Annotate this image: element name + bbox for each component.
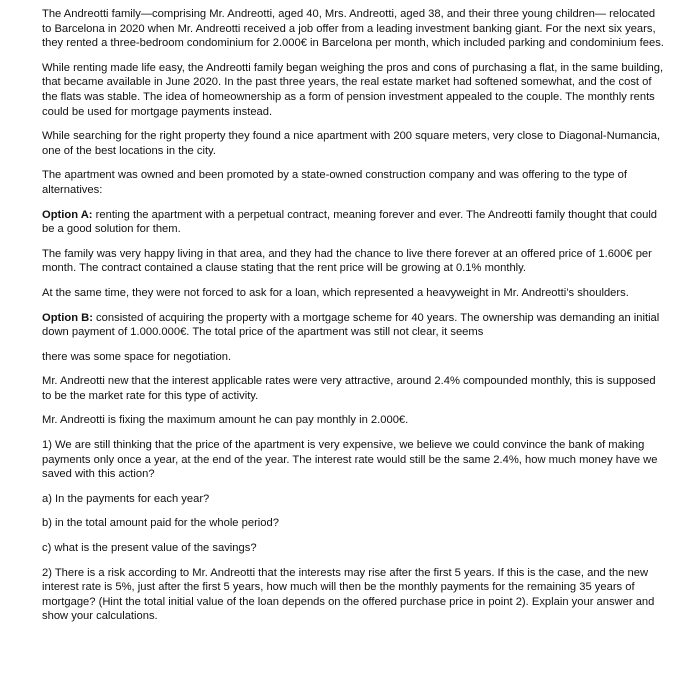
paragraph-interest-rate: Mr. Andreotti new that the interest applicable rates were very attractive, around 2.4% compounded monthly, this is supposed to be the market rate for this type of activity. — [42, 375, 656, 402]
option-a-text: renting the apartment with a perpetual contract, meaning forever and ever. The Andreotti family thought that could be a good solution for them. — [42, 208, 658, 236]
paragraph-option-a — [42, 208, 664, 237]
paragraph-no-loan: At the same time, they were not forced to ask for a loan, which represented a heavyweight in Mr. Andreotti’s shoulders. — [42, 286, 629, 299]
option-b-label: Option B: — [42, 311, 93, 324]
paragraph-option-a-price: The family was very happy living in that area, and they had the chance to live there forever at an offered price of 1.600€ per month. The contract contained a clause stating that the rent price will be growing at 0.1% monthly. — [42, 247, 652, 275]
paragraph-intro: The Andreotti family—comprising Mr. Andreotti, aged 40, Mrs. Andreotti, aged 38, and their three young children— relocated to Barcelona in 2020 when Mr. Andreotti received a job offer from a leading investment banking giant. For the next six years, they rented a three-bedroom condominium for 2.000€ in Barcelona per month, which included parking and condominium fees. — [42, 8, 664, 50]
paragraph-option-b — [42, 311, 664, 340]
question-1b: b) in the total amount paid for the whole period? — [42, 517, 279, 530]
paragraph-max-payment: Mr. Andreotti is fixing the maximum amount he can pay monthly in 2.000€. — [42, 414, 409, 427]
question-2: 2) There is a risk according to Mr. Andreotti that the interests may rise after the first 5 years. If this is the case, and the new interest rate is 5%, just after the first 5 years, how much will then be the monthly payments for the remaining 35 years of mortgage? (Hint the total initial value of the loan depends on the offered purchase price in point 2). Explain your answer and show your calculations. — [42, 566, 655, 623]
paragraph-renting-pros-cons: While renting made life easy, the Andreotti family began weighing the pros and cons of purchasing a flat, in the same building, that became available in June 2020. In the past three years, the real estate market had softened somewhat, and the cost of the flats was stable. The idea of homeownership as a form of pension investment appealed to the couple. The monthly rents could be used for mortgage payments instead. — [42, 61, 664, 118]
paragraph-apartment-found: While searching for the right property they found a nice apartment with 200 square meters, very close to Diagonal-Numancia, one of the best locations in the city. — [42, 130, 661, 157]
paragraph-alternatives-intro: The apartment was owned and been promoted by a state-owned construction company and was offering to the type of alternatives: — [42, 169, 628, 196]
option-b-text: consisted of acquiring the property with a mortgage scheme for 40 years. The ownership was demanding an initial down payment of 1.000.000€. The total price of the apartment was still not clear, it seems — [42, 311, 660, 339]
option-a-label: Option A: — [42, 208, 93, 221]
paragraph-negotiation: there was some space for negotiation. — [42, 350, 232, 363]
question-1c: c) what is the present value of the savings? — [42, 542, 257, 555]
question-1a: a) In the payments for each year? — [42, 492, 210, 505]
question-1: 1) We are still thinking that the price of the apartment is very expensive, we believe we could convince the bank of making payments only once a year, at the end of the year. The interest rate would still be the same 2.4%, how much money have we saved with this action? — [42, 439, 658, 481]
